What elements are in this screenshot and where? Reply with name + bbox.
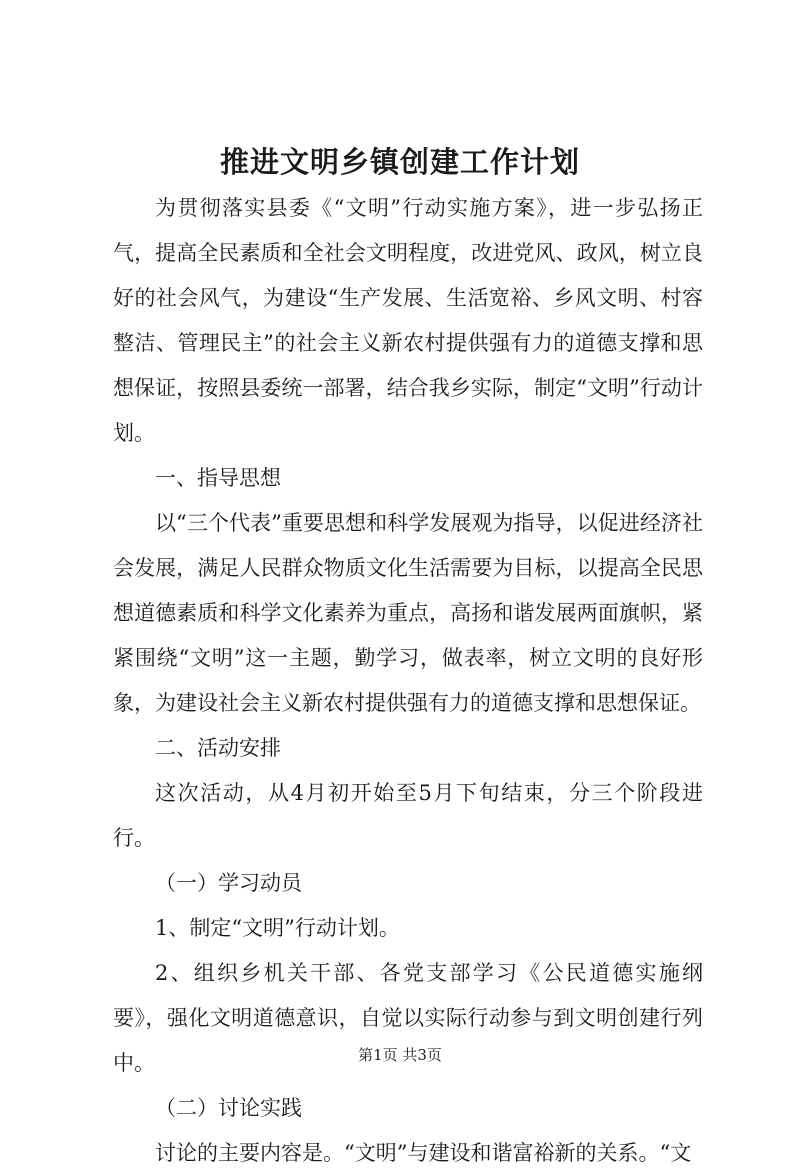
subsection-heading-discussion-practice: （二）讨论实践 <box>155 1096 302 1120</box>
paragraph-discussion: 讨论的主要内容是。“文明”与建设和谐富裕新的关系。“文 <box>155 1141 692 1165</box>
page-footer: 第1页 共3页 <box>358 1046 442 1064</box>
list-item-2: 2、组织乡机关干部、各党支部学习《公民道德实施纲要》，强化文明道德意识，自觉以实际行动参与到文明创建行列中。 <box>113 961 703 1075</box>
document-body <box>113 186 703 1176</box>
list-item-1: 1、制定“文明”行动计划。 <box>155 916 400 940</box>
section-heading-activity-arrangement: 二、活动安排 <box>155 736 281 760</box>
subsection-heading-study-mobilization: （一）学习动员 <box>155 871 302 895</box>
paragraph-intro: 为贯彻落实县委《“文明”行动实施方案》，进一步弘扬正气，提高全民素质和全社会文明程度，改进党风、政风，树立良好的社会风气，为建设“生产发展、生活宽裕、乡风文明、村容整洁、管理民主”的社会主义新农村提供强有力的道德支撑和思想保证，按照县委统一部署，结合我乡实际，制定“文明”行动计划。 <box>113 196 703 445</box>
section-heading-guiding-ideology: 一、指导思想 <box>155 466 281 490</box>
paragraph-activity-schedule: 这次活动，从4月初开始至5月下旬结束，分三个阶段进行。 <box>113 781 703 850</box>
document-title: 推进文明乡镇创建工作计划 <box>219 145 580 179</box>
paragraph-guiding-ideology: 以“三个代表”重要思想和科学发展观为指导，以促进经济社会发展，满足人民群众物质文化生活需要为目标，以提高全民思想道德素质和科学文化素养为重点，高扬和谐发展两面旗帜，紧紧围绕“文明”这一主题，勤学习，做表率，树立文明的良好形象，为建设社会主义新农村提供强有力的道德支撑和思想保证。 <box>113 511 703 715</box>
